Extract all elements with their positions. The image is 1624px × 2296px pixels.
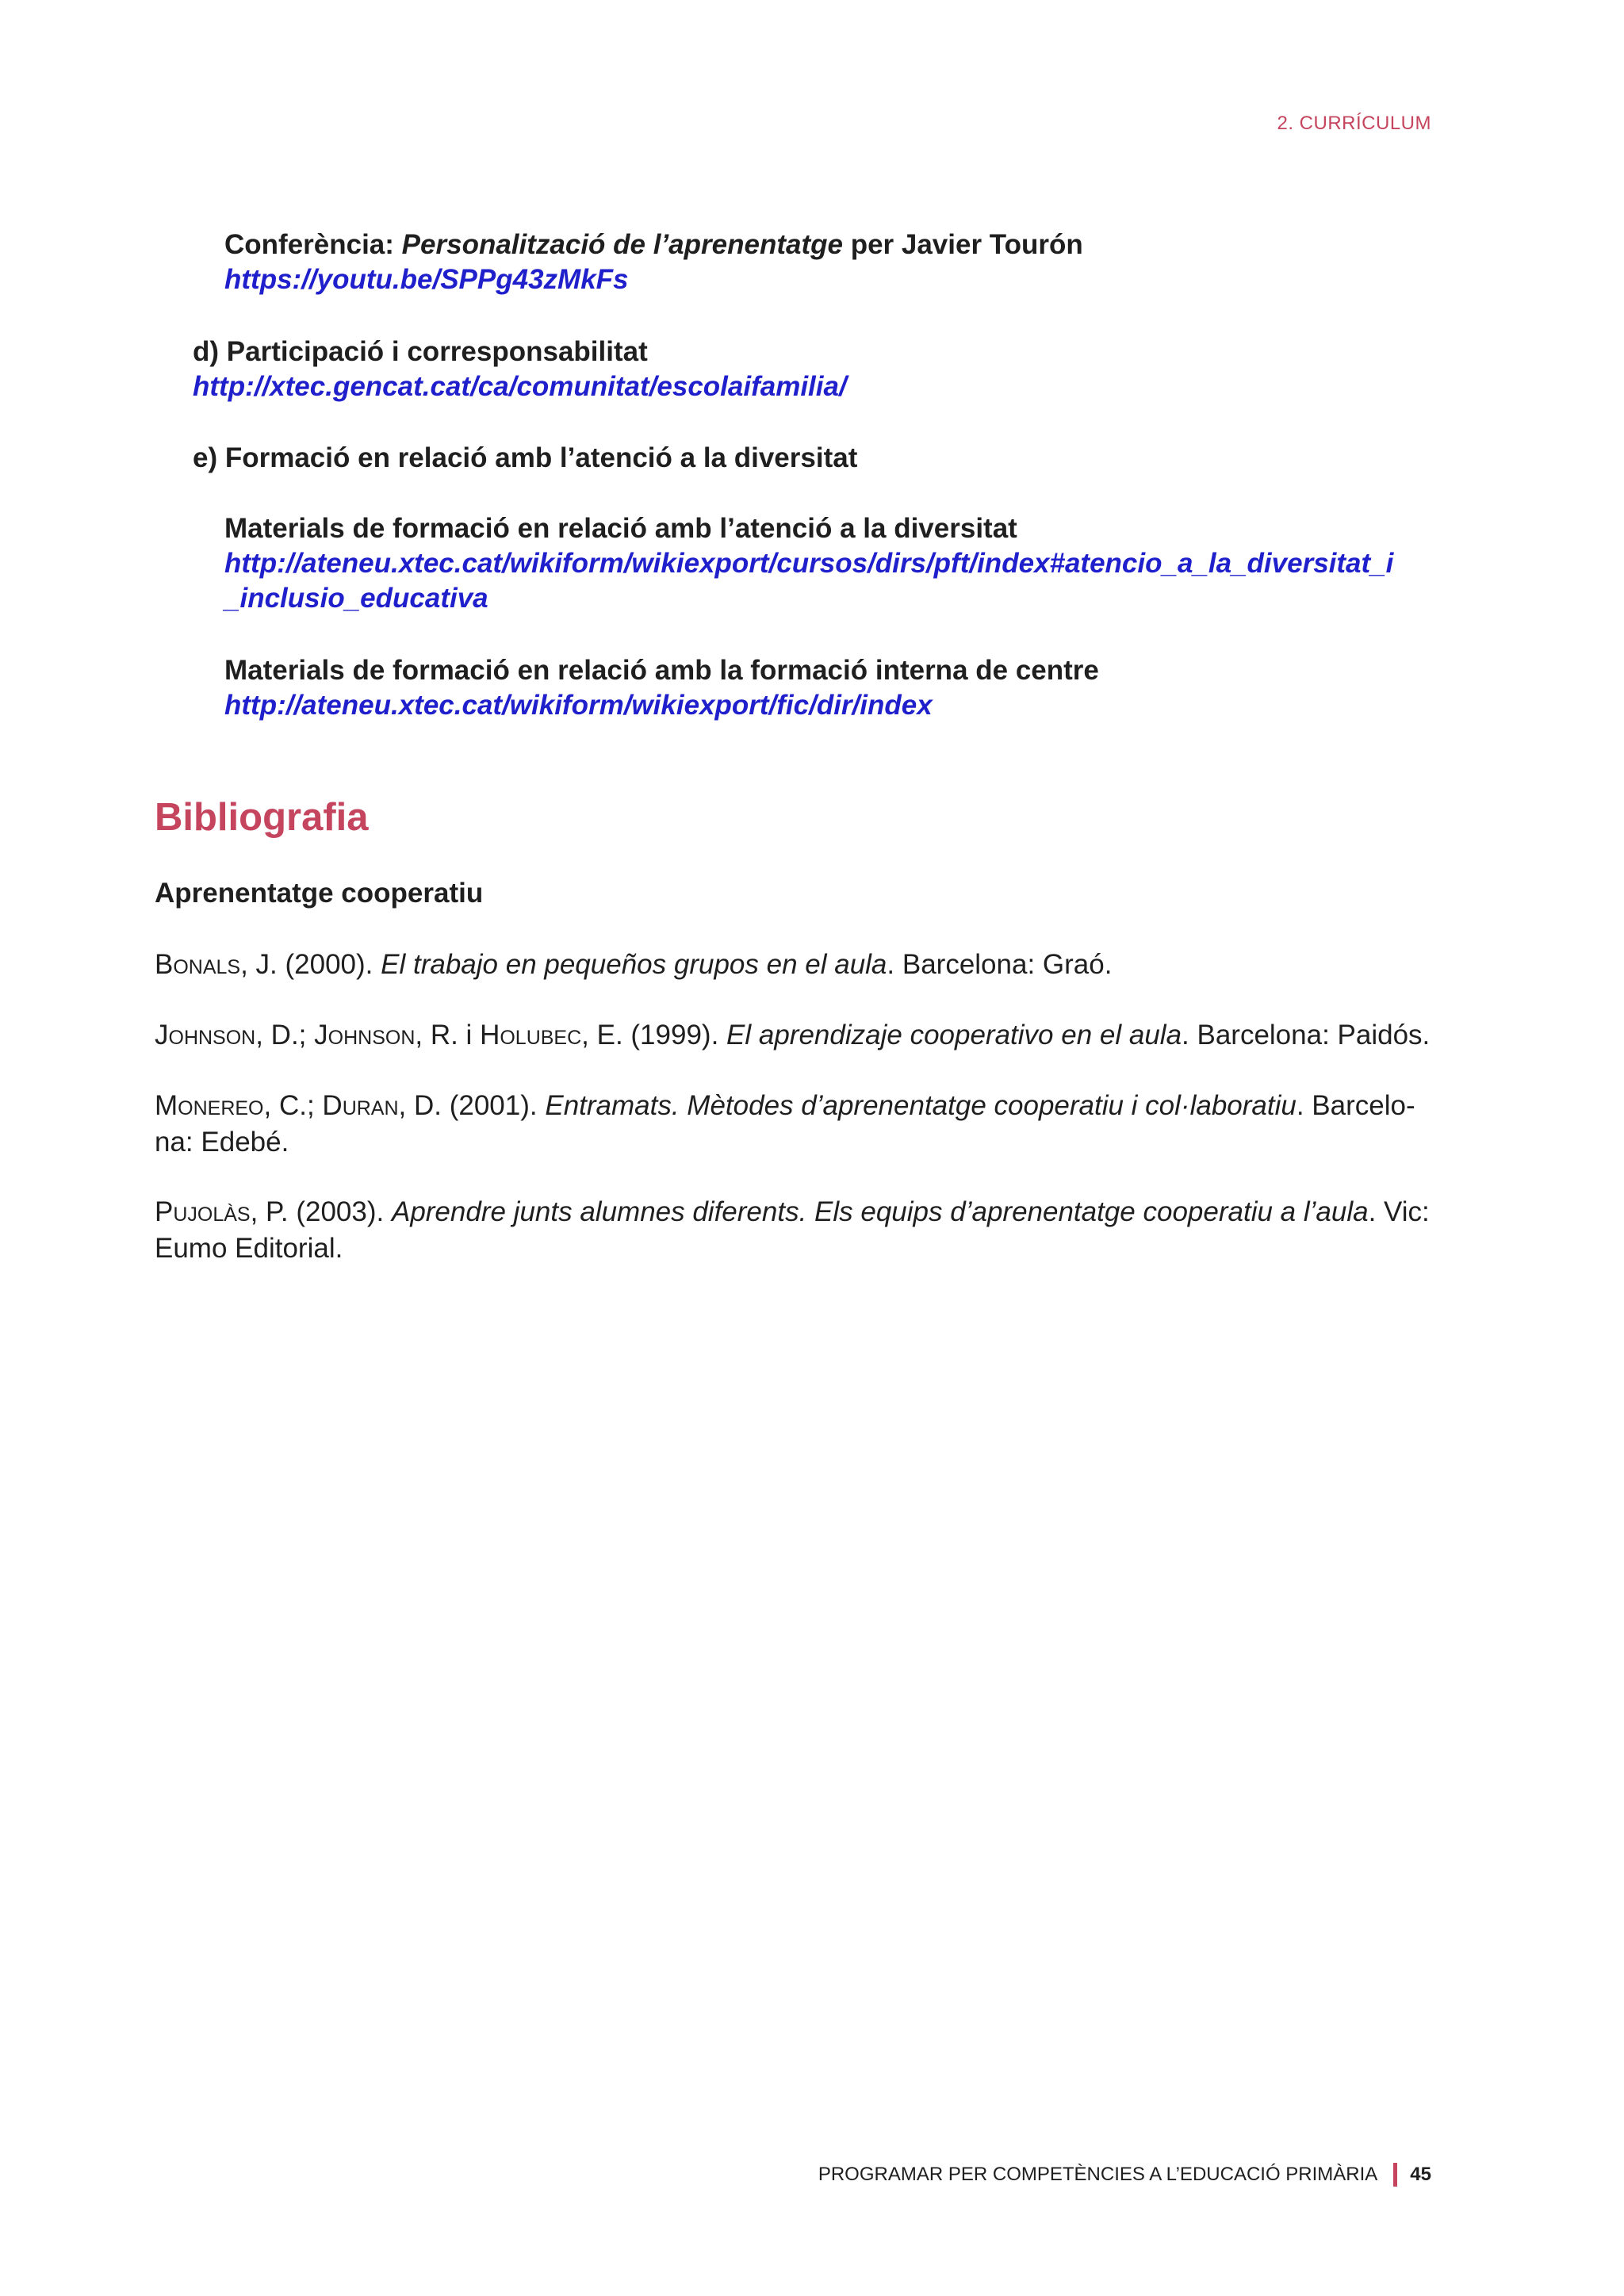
section-d (193, 335, 648, 369)
ref-author: Monereo (155, 1090, 264, 1121)
bibliography-ref-1 (155, 947, 1433, 983)
footer-divider (1393, 2163, 1397, 2187)
section-e-item-2 (224, 653, 1099, 723)
ref-text: , E. (1999). (581, 1020, 727, 1050)
ref-author: Bonals (155, 949, 241, 980)
ref-text: , D.; (255, 1020, 315, 1050)
section-e-item-1-link[interactable] (224, 546, 1393, 616)
bibliography-title: Bibliografia (155, 796, 369, 839)
section-e-item-1 (224, 511, 1393, 616)
ref-text: , D. (2001). (398, 1090, 546, 1121)
ref-book-title: El aprendizaje cooperativo en el aula (726, 1020, 1182, 1050)
ref-text: , R. i (415, 1020, 481, 1050)
conference-heading (224, 228, 1083, 262)
bibliography-ref-2 (155, 1017, 1433, 1054)
ref-book-title: Entramats. Mètodes d’aprenentatge cooperatiu i col·laboratiu (545, 1090, 1297, 1121)
ref-book-title: Aprendre junts alumnes diferents. Els equips d’aprenentatge cooperatiu a l’aula (391, 1196, 1369, 1227)
bibliography-subtitle: Aprenentatge cooperatiu (155, 878, 484, 909)
conference-author: per Javier Tourón (850, 229, 1083, 260)
section-d-title: d) Participació i corresponsabilitat (193, 336, 648, 367)
ref-text: , P. (2003). (250, 1196, 392, 1227)
ref-author: Holubec (480, 1020, 582, 1050)
section-e-item-1-title: Materials de formació en relació amb l’atenció a la diversitat (224, 513, 1017, 544)
section-e-item-1-link-line2: _inclusio_educativa (224, 583, 488, 614)
running-header: 2. CURRÍCULUM (1277, 113, 1431, 134)
ref-publisher: . Barcelona: Paidós. (1182, 1020, 1431, 1050)
ref-author: Johnson (155, 1020, 256, 1050)
ref-text: , C.; (263, 1090, 323, 1121)
section-d-link[interactable]: http://xtec.gencat.cat/ca/comunitat/escolaifamilia/ (193, 371, 847, 402)
section-e-item-2-title: Materials de formació en relació amb la formació interna de centre (224, 655, 1099, 686)
section-e-title: e) Formació en relació amb l’atenció a la diversitat (193, 442, 858, 473)
bibliography-ref-3 (155, 1088, 1433, 1161)
ref-book-title: El trabajo en pequeños grupos en el aula (381, 949, 887, 980)
conference-block (224, 228, 1083, 297)
conference-label: Conferència: (224, 229, 394, 260)
ref-publisher: . Barcelo-na: Edebé. (155, 1090, 1415, 1158)
ref-author: Duran (322, 1090, 399, 1121)
bibliography-ref-4 (155, 1194, 1433, 1267)
ref-publisher: . Vic: Eumo Editorial. (155, 1196, 1430, 1264)
page-number: 45 (1410, 2164, 1431, 2185)
ref-author: Johnson (314, 1020, 416, 1050)
footer-book-title: PROGRAMAR PER COMPETÈNCIES A L’EDUCACIÓ PRIMÀRIA (818, 2164, 1378, 2185)
page-footer (818, 2163, 1431, 2187)
conference-link[interactable]: https://youtu.be/SPPg43zMkFs (224, 264, 629, 295)
section-e-item-1-link-line1: http://ateneu.xtec.cat/wikiform/wikiexport/cursos/dirs/pft/index#atencio_a_la_diversitat_i (224, 548, 1394, 579)
ref-author: Pujolàs (155, 1196, 251, 1227)
ref-text: , J. (2000). (240, 949, 381, 980)
ref-publisher: . Barcelona: Graó. (887, 949, 1113, 980)
conference-title: Personalització de l’aprenentatge (401, 229, 843, 260)
section-e-item-2-link[interactable]: http://ateneu.xtec.cat/wikiform/wikiexport/fic/dir/index (224, 690, 933, 721)
